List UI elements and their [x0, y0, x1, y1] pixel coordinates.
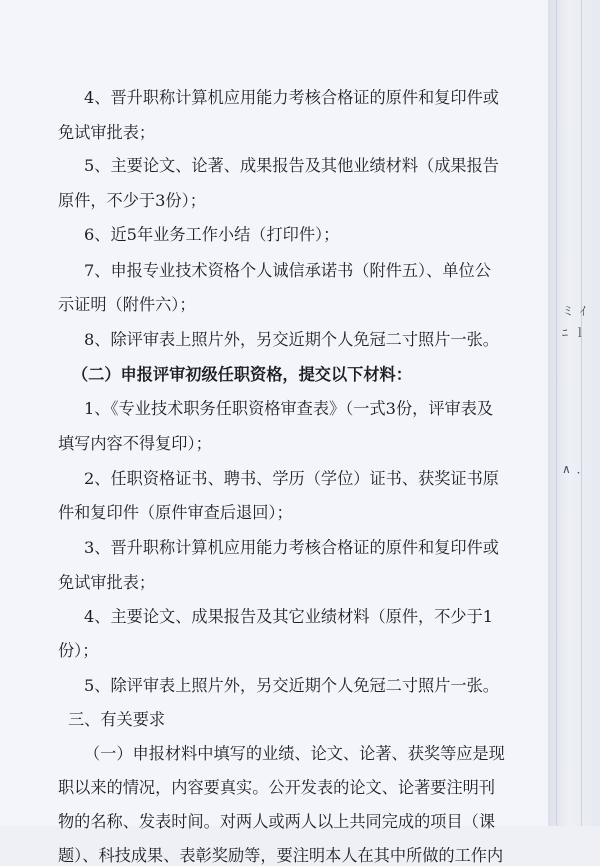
- text-line: 5、主要论文、论著、成果报告及其他业绩材料（成果报告: [84, 156, 499, 175]
- text-line: 原件，不少于3份）；: [58, 191, 206, 210]
- text-line: 填写内容不得复印）；: [58, 434, 212, 453]
- text-line: 件和复印件（原件审查后退回）；: [58, 503, 293, 522]
- text-line: 5、除评审表上照片外，另交近期个人免冠二寸照片一张。: [84, 676, 499, 695]
- text-line: 免试审批表；: [58, 123, 156, 142]
- adjacent-page-edge: [548, 0, 600, 826]
- text-line: 题）、科技成果、表彰奖励等，要注明本人在其中所做的工作内: [58, 846, 504, 865]
- section-heading: 三、有关要求: [68, 710, 166, 729]
- text-line: 3、晋升职称计算机应用能力考核合格证的原件和复印件或: [84, 538, 499, 557]
- margin-marks-upper: ミ ｲ ﾆ ｌ: [562, 304, 587, 340]
- text-line: 1、《专业技术职务任职资格审查表》（一式3份，评审表及: [84, 399, 494, 418]
- text-line: 免试审批表；: [58, 573, 156, 592]
- margin-marks-lower: ∧ ．: [562, 462, 590, 476]
- text-line: 7、申报专业技术资格个人诚信承诺书（附件五）、单位公: [84, 261, 491, 280]
- text-line: 职以来的情况，内容要真实。公开发表的论文、论著要注明刊: [58, 778, 496, 797]
- text-line: 份）；: [58, 641, 99, 660]
- section-heading: （二）申报评审初级任职资格，提交以下材料：: [72, 365, 412, 384]
- text-line: 4、晋升职称计算机应用能力考核合格证的原件和复印件或: [84, 88, 499, 107]
- text-line: 物的名称、发表时间。对两人或两人以上共同完成的项目（课: [58, 812, 496, 831]
- text-line: 2、任职资格证书、聘书、学历（学位）证书、获奖证书原: [84, 469, 499, 488]
- text-line: 4、主要论文、成果报告及其它业绩材料（原件，不少于1: [84, 607, 494, 626]
- text-line: 6、近5年业务工作小结（打印件）；: [84, 225, 340, 244]
- text-line: 示证明（附件六）；: [58, 295, 196, 314]
- text-line: 8、除评审表上照片外，另交近期个人免冠二寸照片一张。: [84, 330, 499, 349]
- text-line: （一）申报材料中填写的业绩、论文、论著、获奖等应是现: [84, 744, 505, 763]
